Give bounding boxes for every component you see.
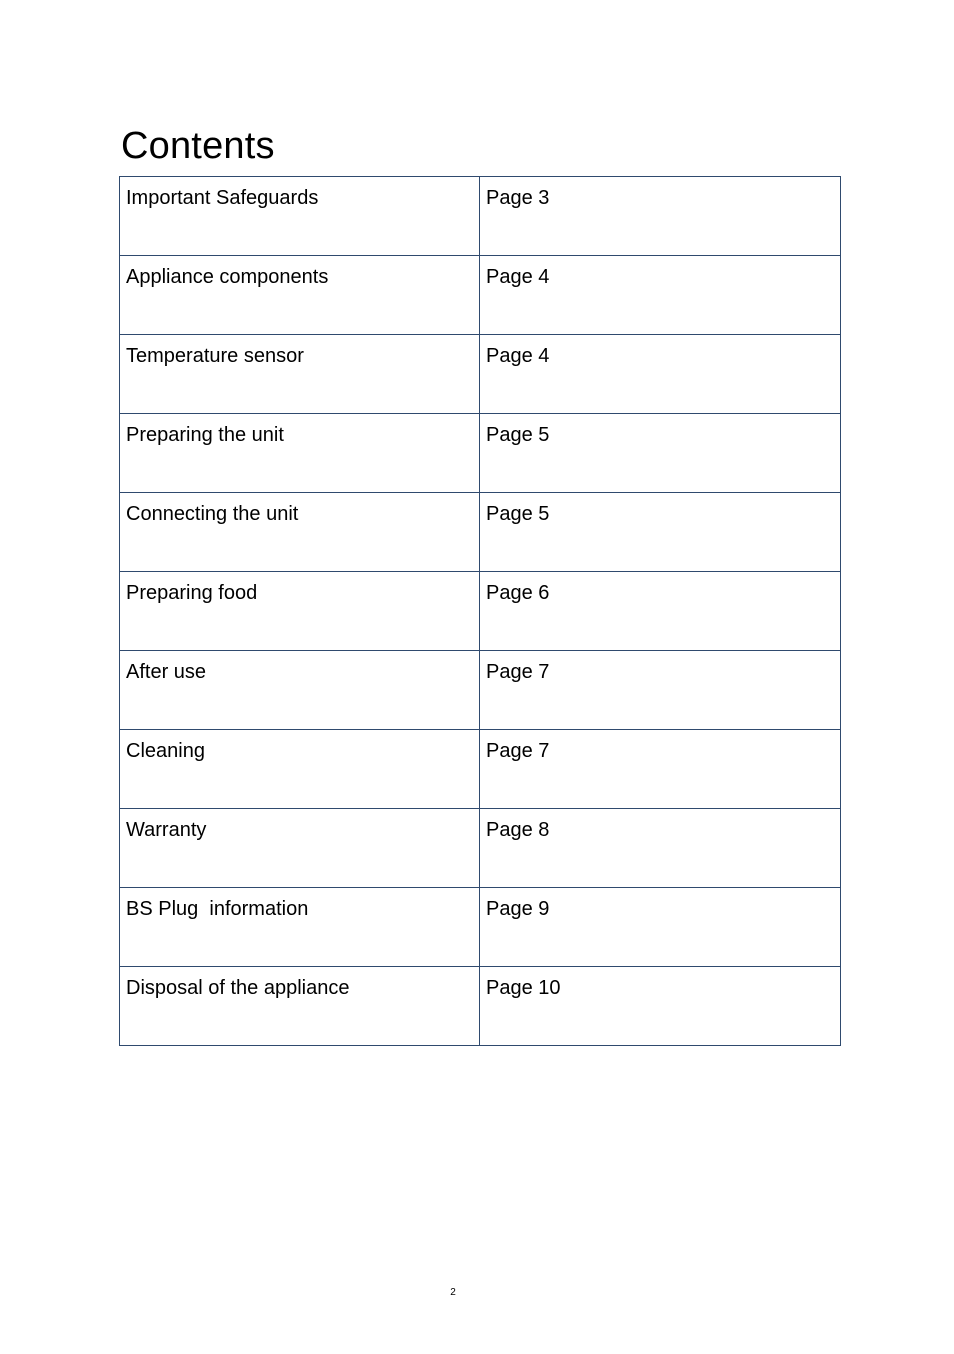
toc-page-cell: Page 5 (480, 414, 841, 493)
toc-page-cell: Page 6 (480, 572, 841, 651)
table-row (120, 888, 841, 967)
table-row (120, 572, 841, 651)
page-title: Contents (121, 125, 275, 167)
toc-page-cell: Page 7 (480, 651, 841, 730)
toc-section-cell: BS Plug information (120, 888, 480, 967)
toc-section-cell: Temperature sensor (120, 335, 480, 414)
table-row (120, 335, 841, 414)
contents-table (119, 176, 841, 1046)
toc-page-cell: Page 5 (480, 493, 841, 572)
table-row (120, 809, 841, 888)
toc-section-cell: Disposal of the appliance (120, 967, 480, 1046)
page-number: 2 (450, 1287, 456, 1298)
toc-page-cell: Page 3 (480, 177, 841, 256)
toc-section-cell: Important Safeguards (120, 177, 480, 256)
toc-section-cell: Warranty (120, 809, 480, 888)
toc-section-cell: Connecting the unit (120, 493, 480, 572)
toc-section-cell: Preparing the unit (120, 414, 480, 493)
toc-section-cell: Preparing food (120, 572, 480, 651)
toc-section-cell: Appliance components (120, 256, 480, 335)
table-row (120, 730, 841, 809)
toc-page-cell: Page 4 (480, 256, 841, 335)
table-row (120, 177, 841, 256)
table-row (120, 651, 841, 730)
toc-page-cell: Page 4 (480, 335, 841, 414)
toc-section-cell: After use (120, 651, 480, 730)
toc-section-cell: Cleaning (120, 730, 480, 809)
toc-page-cell: Page 9 (480, 888, 841, 967)
table-row (120, 967, 841, 1046)
toc-page-cell: Page 10 (480, 967, 841, 1046)
table-row (120, 493, 841, 572)
table-row (120, 256, 841, 335)
toc-page-cell: Page 7 (480, 730, 841, 809)
table-row (120, 414, 841, 493)
toc-page-cell: Page 8 (480, 809, 841, 888)
